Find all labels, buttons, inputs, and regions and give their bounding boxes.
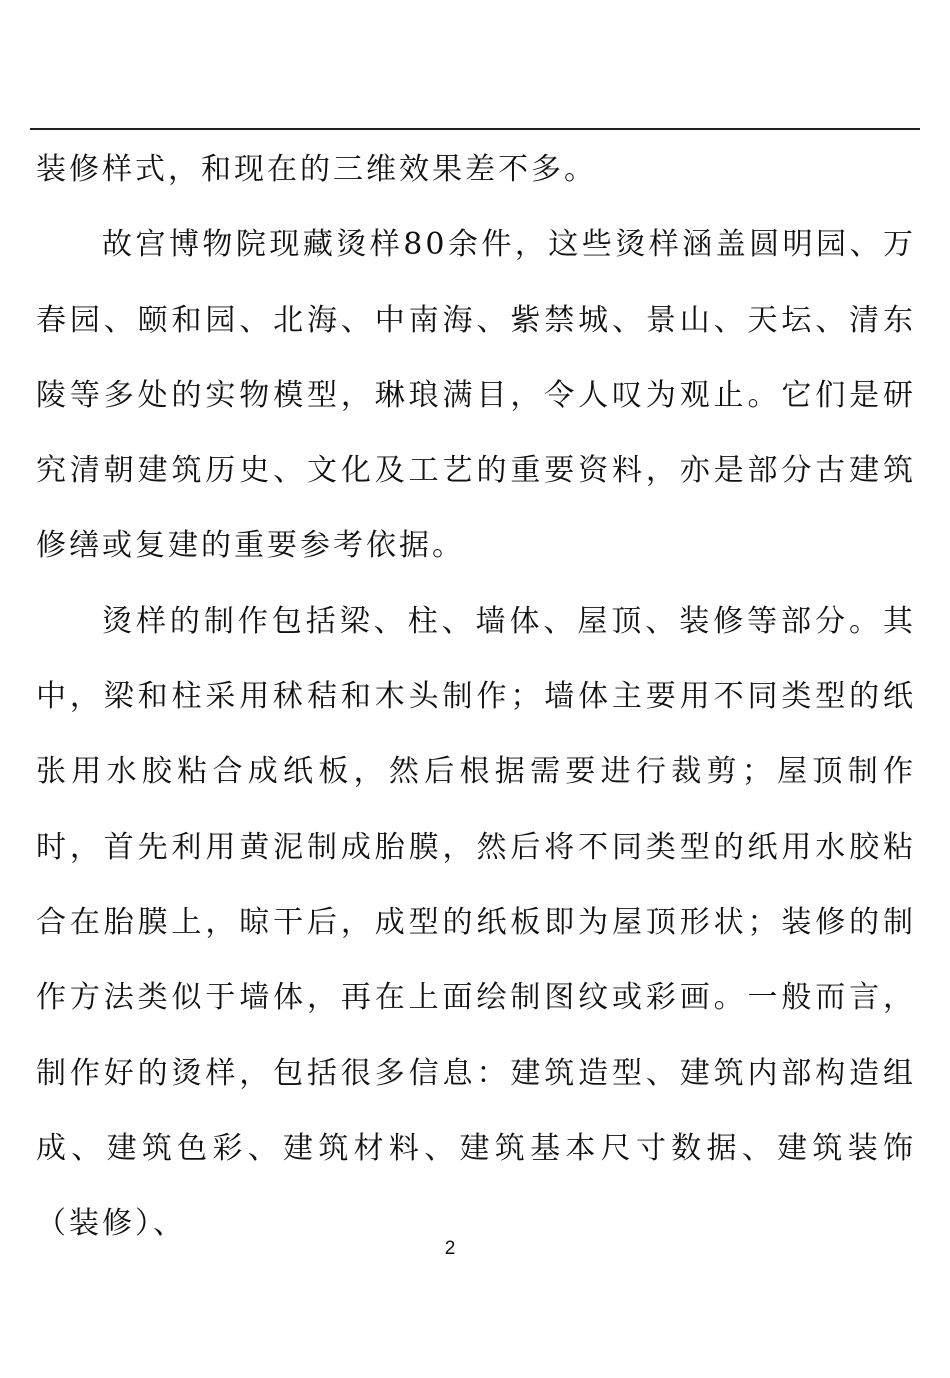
- paragraph: 故宫博物院现藏烫样80余件，这些烫样涵盖圆明园、万春园、颐和园、北海、中南海、紫禁城、景山、天坛、清东陵等多处的实物模型，琳琅满目，令人叹为观止。它们是研究清朝建筑历史、文化及工艺的重要资料，亦是部分古建筑修缮或复建的重要参考依据。: [36, 227, 916, 564]
- page-number: 2: [444, 1238, 456, 1259]
- paragraph-continuation: 装修样式，和现在的三维效果差不多。: [36, 152, 597, 187]
- paragraph: 烫样的制作包括梁、柱、墙体、屋顶、装修等部分。其中，梁和柱采用秫秸和木头制作；墙体主要用不同类型的纸张用水胶粘合成纸板，然后根据需要进行裁剪；屋顶制作时，首先利用黄泥制成胎膜，然后将不同类型的纸用水胶粘合在胎膜上，晾干后，成型的纸板即为屋顶形状；装修的制作方法类似于墙体，再在上面绘制图纹或彩画。一般而言，制作好的烫样，包括很多信息：建筑造型、建筑内部构造组成、建筑色彩、建筑材料、建筑基本尺寸数据、建筑装饰（装修）、: [36, 603, 916, 1242]
- document-body: [36, 132, 916, 1261]
- header-rule: [30, 128, 920, 130]
